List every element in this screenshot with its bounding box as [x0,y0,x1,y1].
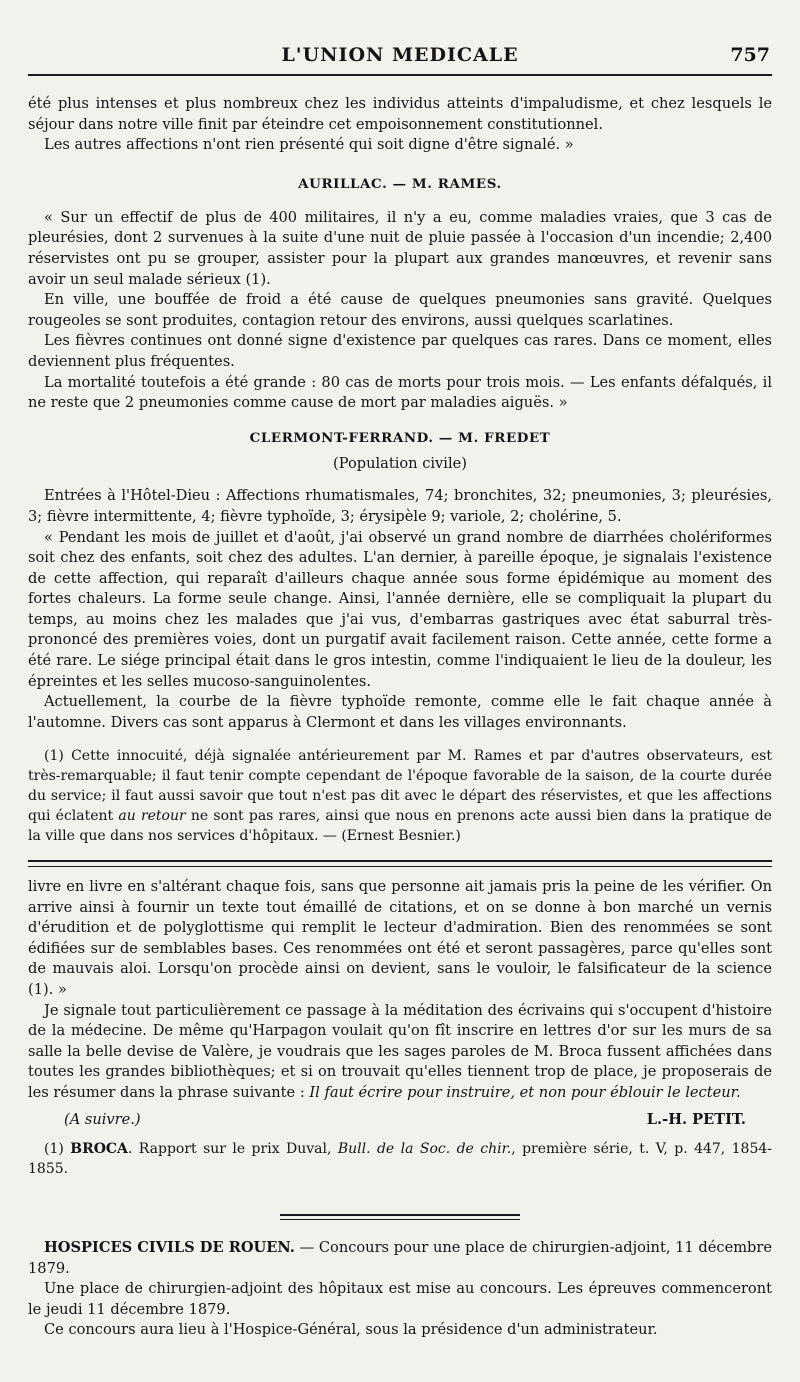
section-divider [28,860,772,867]
paragraph: été plus intenses et plus nombreux chez les individus atteints d'impaludisme, et chez lesquels le séjour dans notre ville finit par éteindre cet empoisonnement constitutionnel. [28,95,772,133]
paragraph: La mortalité toutefois a été grande : 80 cas de morts pour trois mois. — Les enfants défalqués, il ne reste que 2 pneumonies comme cause de mort par maladies aiguës. » [28,373,772,412]
notice-divider [280,1214,520,1220]
notice-text: Ce concours aura lieu à l'Hospice-Général, sous la présidence d'un administrateur. [44,1321,658,1339]
paragraph: Les fièvres continues ont donné signe d'existence par quelques cas rares. Dans ce moment, elles deviennent plus fréquentes. [28,332,772,370]
author-signature: L.-H. PETIT. [646,1110,746,1128]
paragraph: « Sur un effectif de plus de 400 militaires, il n'y a eu, comme maladies vraies, que 3 cas de pleurésies, dont 2 survenues à la suite d'une nuit de pluie passée à l'occasion d'un incendie; 2,400 réservistes ont pu se grouper, assister pour la plupart aux grandes manœuvres, et revenir sans avoir un seul malade sérieux (1). [28,208,772,288]
italic-quote: Il faut écrire pour instruire, et non pour éblouir le lecteur. [309,1083,741,1101]
footnote-text: (1) Cette innocuité, déjà signalée antérieurement par M. Rames et par d'autres observateurs, est très-remarquable; il faut tenir compte cependant de l'époque favorable de la saison, de la courte durée du service; il faut aussi savoir que tout n'est pas dit avec le départ des réservistes, et que les affections qui éclatent [28,748,772,824]
paragraph: « Pendant les mois de juillet et d'août, j'ai observé un grand nombre de diarrhées cholériformes soit chez des enfants, soit chez des adultes. L'an dernier, à pareille époque, je signalais l'existence de cette affection, qui reparaît d'ailleurs chaque année sous forme épidémique au moment des fortes chaleurs. La forme seule change. Ainsi, l'année dernière, elle se compliquait la plupart du temps, au moins chez les malades que j'ai vus, d'embarras gastriques avec état saburral très-prononcé des premières voies, dont un purgatif avait facilement raison. Cette année, cette forme a été rare. Le siége principal était dans le gros intestin, comme l'indiquaient le lieu de la douleur, les épreintes et les selles mucoso-sanguinolentes. [28,528,772,690]
footnote [28,747,772,846]
footnote-author: BROCA [70,1141,128,1158]
page-number: 757 [730,44,770,66]
notice-title: HOSPICES CIVILS DE ROUEN. [44,1239,295,1256]
paragraph: En ville, une bouffée de froid a été cause de quelques pneumonies sans gravité. Quelques rougeoles se sont produites, contagion retour des environs, aussi quelques scarlatines. [28,291,772,329]
notice-text: — Concours pour une place de chirurgien-adjoint, 11 décembre 1879. [28,1239,772,1277]
section-heading-aurillac: AURILLAC. — M. RAMES. [298,175,502,192]
upper-text [28,94,772,846]
paragraph: Je signale tout particulièrement ce passage à la méditation des écrivains qui s'occupent d'histoire de la médecine. De même qu'Harpagon voulait qu'on fît inscrire en lettres d'or sur les murs de sa salle la belle devise de Valère, je voudrais que les sages paroles de M. Broca fussent affichées dans toutes les grandes bibliothèques; et si on trouvait qu'elles tiennent trop de place, je proposerais de les résumer dans la phrase suivante : [28,1001,772,1101]
section-subheading: (Population civile) [333,454,467,472]
page-header [28,40,772,76]
footnote-emphasis: au retour [118,807,186,824]
to-be-continued: (A suivre.) [64,1110,141,1128]
running-title: L'UNION MEDICALE [281,44,519,66]
lower-text [28,877,772,1180]
footnote-text: ne sont pas rares, ainsi que nous en prenons acte aussi bien dans la pratique de la ville que dans nos services d'hôpitaux. — (Ernest Besnier.) [28,807,772,844]
paragraph: Actuellement, la courbe de la fièvre typhoïde remonte, comme elle le fait chaque année à l'automne. Divers cas sont apparus à Clermont et dans les villages environnants. [28,693,772,731]
notice-text: Une place de chirurgien-adjoint des hôpitaux est mise au concours. Les épreuves commenceront le jeudi 11 décembre 1879. [28,1280,772,1318]
notice [28,1238,772,1341]
paragraph: Les autres affections n'ont rien présenté qui soit digne d'être signalé. » [44,136,574,154]
journal-title: Bull. de la Soc. de chir. [337,1141,512,1158]
section-heading-clermont: CLERMONT-FERRAND. — M. FREDET [249,429,551,446]
paragraph: livre en livre en s'altérant chaque fois, sans que personne ait jamais pris la peine de les vérifier. On arrive ainsi à fournir un texte tout émaillé de citations, et on se donne à bon marché un vernis d'érudition et de polyglottisme qui remplit le lecteur d'admiration. Bien des renommées se sont édifiées sur de semblables bases. Ces renommées ont été et seront passagères, parce qu'elles sont de mauvais aloi. Lorsqu'on procède ainsi on devient, sans le vouloir, le falsificateur de la science (1). » [28,878,772,998]
paragraph: Entrées à l'Hôtel-Dieu : Affections rhumatismales, 74; bronchites, 32; pneumonies, 3; pleurésies, 3; fièvre intermittente, 4; fièvre typhoïde, 3; érysipèle 9; variole, 2; cholérine, 5. [28,487,772,525]
footnote: (1) BROCA. Rapport sur le prix Duval, Bull. de la Soc. de chir., première série, t. V, p. 447, 1854-1855. [28,1141,773,1177]
